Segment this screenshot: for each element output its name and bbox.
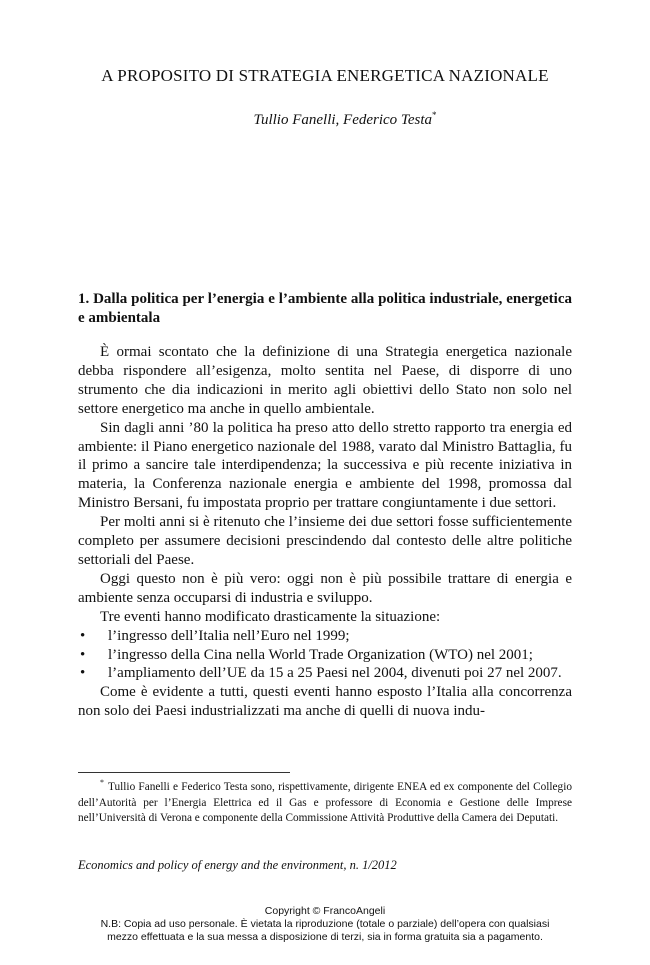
body-paragraph: Oggi questo non è più vero: oggi non è più possibile trattare di energia e ambiente senza occuparsi di industria e sviluppo.	[78, 570, 572, 606]
author-footnote-mark: *	[432, 110, 437, 120]
body-text	[78, 343, 572, 721]
body-paragraph: È ormai scontato che la definizione di una Strategia energetica nazionale debba rispondere all’esigenza, molto sentita nel Paese, di disporre di uno strumento che dia indicazioni in merito agli obiettivi dello Stato non solo nel settore energetico ma anche in quello ambientale.	[78, 344, 572, 417]
copyright-notice	[0, 905, 650, 943]
body-paragraph: Sin dagli anni ’80 la politica ha preso atto dello stretto rapporto tra energia ed ambiente: il Piano energetico nazionale del 1988, varato dal Ministro Battaglia, fu il primo a sancire tale interdipendenza; la successiva e più recente iniziativa in materia, la Conferenza nazionale energia e ambiente del 1998, promossa dal Ministro Bersani, fu impostata proprio per trattare congiuntamente i due settori.	[78, 419, 572, 512]
bullet-icon: •	[80, 665, 86, 682]
list-item-text: l’ampliamento dell’UE da 15 a 25 Paesi nel 2004, divenuti poi 27 nel 2007.	[108, 665, 562, 682]
list-item	[78, 646, 572, 665]
article-title: A PROPOSITO DI STRATEGIA ENERGETICA NAZIONALE	[101, 66, 549, 85]
list-item-text: l’ingresso della Cina nella World Trade Organization (WTO) nel 2001;	[108, 646, 533, 663]
copyright-line: mezzo effettuata e la sua messa a disposizione di terzi, sia in forma gratuita sia a pagamento.	[107, 930, 543, 943]
body-paragraph: Per molti anni si è ritenuto che l’insieme dei due settori fosse sufficientemente completo per assumere decisioni prescindendo dal contesto delle altre politiche settoriali del Paese.	[78, 514, 572, 568]
event-list	[78, 627, 572, 684]
footnote	[78, 780, 572, 827]
list-item	[78, 627, 572, 646]
footnote-divider	[78, 772, 290, 773]
section-heading: 1. Dalla politica per l’energia e l’ambiente alla politica industriale, energetica e ambientala	[78, 291, 572, 326]
body-paragraph: Tre eventi hanno modificato drasticamente la situazione:	[100, 608, 441, 625]
list-item	[78, 664, 572, 683]
list-item-text: l’ingresso dell’Italia nell’Euro nel 1999;	[108, 627, 350, 644]
bullet-icon: •	[80, 646, 86, 663]
footnote-text: Tullio Fanelli e Federico Testa sono, rispettivamente, dirigente ENEA ed ex componente del Collegio dell’Autorità per l’Energia Elettrica ed il Gas e professore di Economia e Gestione delle Imprese nell’Università di Verona e componente della Commissione Attività Produttive della Camera dei Deputati.	[78, 781, 572, 825]
article-authors	[0, 110, 650, 129]
footnote-mark: *	[100, 778, 104, 788]
body-paragraph: Come è evidente a tutti, questi eventi hanno esposto l’Italia alla concorrenza non solo dei Paesi industrializzati ma anche di quelli di nuova indu-	[78, 684, 572, 720]
journal-citation: Economics and policy of energy and the environment, n. 1/2012	[78, 858, 397, 872]
bullet-icon: •	[80, 627, 86, 644]
copyright-line: Copyright © FrancoAngeli	[264, 905, 386, 917]
author-names: Tullio Fanelli, Federico Testa	[253, 112, 433, 128]
copyright-line: N.B: Copia ad uso personale. È vietata la riproduzione (totale o parziale) dell’opera con qualsiasi	[100, 917, 550, 930]
